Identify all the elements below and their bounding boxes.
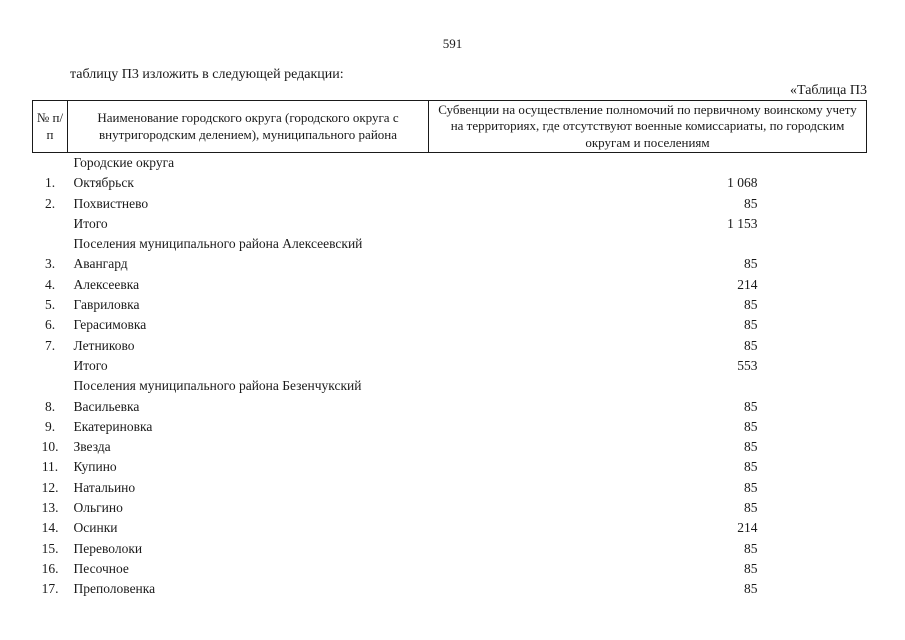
- intro-text: таблицу П3 изложить в следующей редакции:: [70, 67, 344, 82]
- table-row: [33, 275, 867, 295]
- row-value: 85: [744, 581, 758, 597]
- row-number: 6.: [44, 317, 56, 333]
- header-name: Наименование городского округа (городского округа с внутригородским делением), муниципального района: [68, 101, 429, 153]
- row-value-cell: [429, 498, 867, 518]
- row-value: 214: [737, 276, 758, 292]
- row-value-cell: [429, 478, 867, 498]
- row-value-cell: [429, 376, 867, 396]
- row-value-cell: [429, 518, 867, 538]
- table-row: [33, 173, 867, 193]
- row-value: 553: [737, 357, 758, 373]
- row-value: 85: [744, 317, 758, 333]
- row-value-cell: [429, 295, 867, 315]
- row-name: Герасимовка: [73, 317, 147, 333]
- row-name: Похвистнево: [73, 195, 149, 211]
- row-name: Васильевка: [73, 398, 140, 414]
- row-value-cell: [429, 457, 867, 477]
- row-value: 85: [744, 398, 758, 414]
- row-value-cell: [429, 173, 867, 193]
- table-row: [33, 417, 867, 437]
- row-name: Октябрьск: [73, 175, 134, 191]
- row-value: 85: [744, 418, 758, 434]
- table-header-row: [33, 101, 867, 153]
- table-row: [33, 518, 867, 538]
- row-name: Купино: [73, 459, 117, 475]
- header-value: Субвенции на осуществление полномочий по первичному воинскому учету на территориях, где отсутствуют военные комиссариаты, по городским округам и поселениям: [429, 101, 867, 153]
- row-number: 1.: [44, 175, 56, 191]
- row-number: 9.: [44, 418, 56, 434]
- row-value-cell: [429, 275, 867, 295]
- subventions-table: [32, 100, 867, 600]
- row-name: Осинки: [73, 520, 118, 536]
- table-row: [33, 153, 867, 174]
- row-name: Песочное: [73, 560, 129, 576]
- row-value: 85: [744, 500, 758, 516]
- row-number: 16.: [41, 560, 59, 576]
- row-value-cell: [429, 194, 867, 214]
- row-name: Городские округа: [73, 155, 175, 170]
- table-row: [33, 559, 867, 579]
- row-number: [33, 376, 68, 396]
- row-value-cell: [429, 214, 867, 234]
- row-name: Поселения муниципального района Безенчукский: [73, 378, 362, 394]
- row-value-cell: [429, 559, 867, 579]
- table-row: [33, 376, 867, 396]
- table-row: [33, 478, 867, 498]
- row-value-cell: [429, 153, 867, 174]
- row-value: 85: [744, 337, 758, 353]
- table-row: [33, 498, 867, 518]
- row-name: Итого: [73, 357, 108, 373]
- row-value: 85: [744, 560, 758, 576]
- row-number: 17.: [41, 581, 59, 597]
- row-value-cell: [429, 254, 867, 274]
- row-value: 85: [744, 459, 758, 475]
- row-value-cell: [429, 417, 867, 437]
- row-number: 15.: [41, 540, 59, 556]
- row-number: 2.: [44, 195, 56, 211]
- row-value: 85: [744, 256, 758, 272]
- row-number: 13.: [41, 500, 59, 516]
- row-number: [33, 153, 68, 174]
- row-value: 85: [744, 479, 758, 495]
- row-number: 3.: [44, 256, 56, 272]
- row-name: Летниково: [73, 337, 135, 353]
- row-name: Алексеевка: [73, 276, 140, 292]
- row-name: Поселения муниципального района Алексеевский: [73, 236, 363, 252]
- table-row: [33, 194, 867, 214]
- table-row: [33, 234, 867, 254]
- row-name: Звезда: [73, 439, 111, 455]
- page-number: 591: [442, 36, 463, 51]
- row-value-cell: [429, 397, 867, 417]
- row-value-cell: [429, 315, 867, 335]
- row-name: Гавриловка: [73, 297, 140, 313]
- table-caption: «Таблица П3: [790, 83, 867, 98]
- table-row: [33, 457, 867, 477]
- row-value: 85: [744, 439, 758, 455]
- table-body: [33, 153, 867, 600]
- row-value: 1 068: [727, 175, 758, 191]
- row-name: Итого: [73, 215, 108, 231]
- row-name: Авангард: [73, 256, 128, 272]
- row-name: Натальино: [73, 479, 136, 495]
- row-number: 14.: [41, 520, 59, 536]
- table-row: [33, 579, 867, 599]
- row-number: 7.: [44, 337, 56, 353]
- table-row: [33, 295, 867, 315]
- row-number: 4.: [44, 276, 56, 292]
- row-value-cell: [429, 437, 867, 457]
- table-row: [33, 356, 867, 376]
- row-value-cell: [429, 234, 867, 254]
- row-number: 8.: [44, 398, 56, 414]
- row-number: 12.: [41, 479, 59, 495]
- row-number: 5.: [44, 297, 56, 313]
- table-row: [33, 397, 867, 417]
- row-number: [33, 214, 68, 234]
- row-number: 11.: [41, 459, 59, 475]
- row-value: 85: [744, 540, 758, 556]
- table-row: [33, 437, 867, 457]
- row-number: 10.: [41, 439, 59, 455]
- row-value-cell: [429, 336, 867, 356]
- row-value: 1 153: [727, 215, 758, 231]
- row-value-cell: [429, 356, 867, 376]
- table-row: [33, 214, 867, 234]
- row-value-cell: [429, 579, 867, 599]
- table-row: [33, 315, 867, 335]
- row-number: [33, 356, 68, 376]
- row-value: 85: [744, 195, 758, 211]
- table-row: [33, 539, 867, 559]
- table-row: [33, 336, 867, 356]
- row-number: [33, 234, 68, 254]
- row-value: 85: [744, 297, 758, 313]
- row-name: Ольгино: [73, 500, 123, 516]
- row-value-cell: [429, 539, 867, 559]
- row-name: Екатериновка: [73, 418, 153, 434]
- table-row: [33, 254, 867, 274]
- row-name: Переволоки: [73, 540, 143, 556]
- row-value: 214: [737, 520, 758, 536]
- row-name: Преполовенка: [73, 581, 156, 597]
- header-num: № п/п: [33, 101, 68, 153]
